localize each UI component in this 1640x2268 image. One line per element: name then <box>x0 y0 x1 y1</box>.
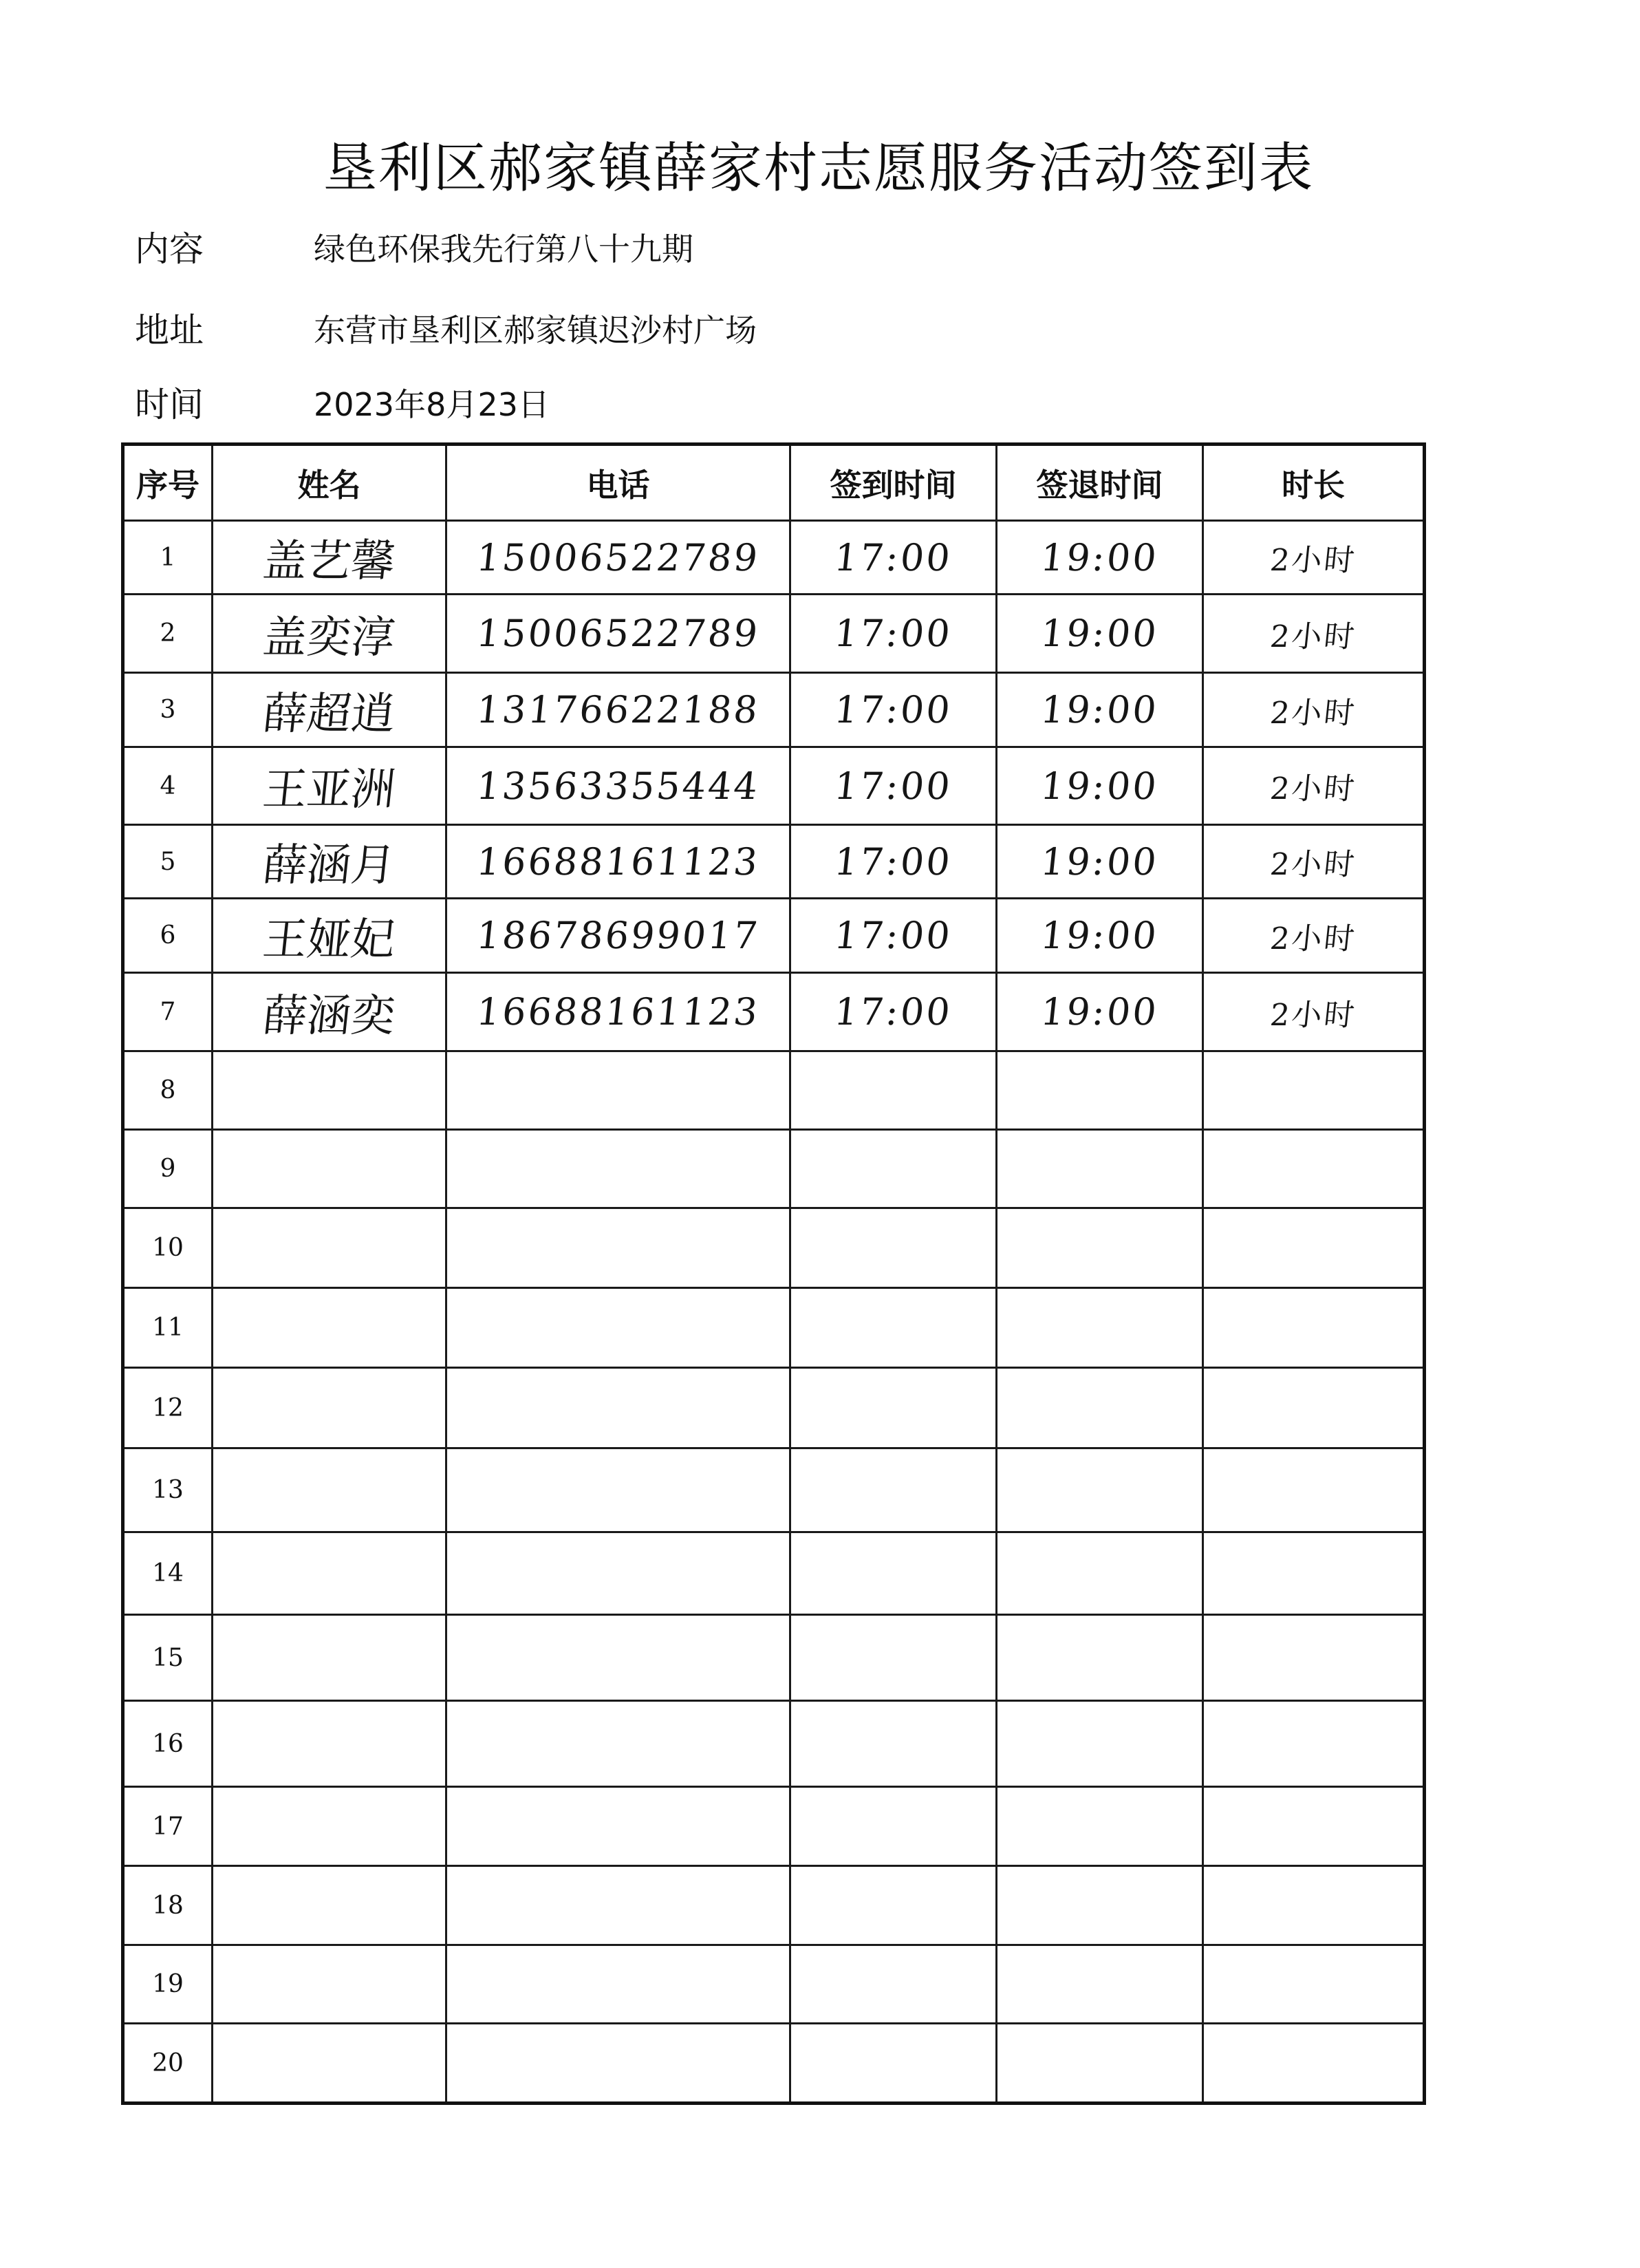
handwritten-name: 王亚洲 <box>259 764 398 815</box>
cell-name <box>213 1288 446 1368</box>
cell-duration <box>1203 1787 1425 1866</box>
meta-row-date <box>135 377 1373 432</box>
cell-checkout <box>997 521 1203 595</box>
cell-checkin <box>790 1130 997 1208</box>
cell-name <box>213 1945 446 2024</box>
cell-checkin <box>790 673 997 747</box>
cell-name <box>213 1615 446 1701</box>
cell-duration <box>1203 1368 1425 1448</box>
handwritten-phone: 13176622188 <box>474 688 762 731</box>
cell-phone <box>446 1615 790 1701</box>
cell-duration <box>1203 899 1425 973</box>
cell-checkout <box>997 673 1203 747</box>
cell-name <box>213 2024 446 2104</box>
cell-checkin <box>790 1866 997 1945</box>
cell-name <box>213 973 446 1051</box>
cell-name <box>213 595 446 673</box>
cell-duration <box>1203 1288 1425 1368</box>
table-row <box>123 521 1425 595</box>
table-row <box>123 973 1425 1051</box>
cell-checkin <box>790 899 997 973</box>
cell-seq: 19 <box>123 1945 213 2024</box>
cell-checkin <box>790 1368 997 1448</box>
handwritten-checkin: 17:00 <box>832 990 955 1034</box>
handwritten-name: 王娅妃 <box>259 914 398 965</box>
cell-checkin <box>790 1208 997 1288</box>
table-row <box>123 747 1425 825</box>
cell-checkout <box>997 973 1203 1051</box>
column-header-duration: 时长 <box>1203 445 1425 521</box>
meta-row-content <box>135 222 1373 277</box>
meta-value: 东营市垦利区郝家镇迟沙村广场 <box>314 312 757 349</box>
cell-checkout <box>997 1532 1203 1615</box>
cell-seq: 4 <box>123 747 213 825</box>
meta-label: 内容 <box>135 229 204 269</box>
cell-seq: 9 <box>123 1130 213 1208</box>
cell-checkin <box>790 1448 997 1532</box>
table-row <box>123 1532 1425 1615</box>
handwritten-duration: 2小时 <box>1268 921 1358 956</box>
cell-seq: 13 <box>123 1448 213 1532</box>
cell-phone <box>446 2024 790 2104</box>
cell-duration <box>1203 673 1425 747</box>
cell-name <box>213 673 446 747</box>
cell-checkin <box>790 1701 997 1787</box>
cell-phone <box>446 595 790 673</box>
cell-seq: 1 <box>123 521 213 595</box>
handwritten-checkout: 19:00 <box>1038 914 1161 957</box>
cell-seq: 16 <box>123 1701 213 1787</box>
handwritten-duration: 2小时 <box>1268 619 1358 654</box>
cell-checkout <box>997 1787 1203 1866</box>
cell-seq: 2 <box>123 595 213 673</box>
cell-name <box>213 1532 446 1615</box>
cell-phone <box>446 1051 790 1130</box>
handwritten-checkout: 19:00 <box>1038 612 1161 655</box>
table-row <box>123 2024 1425 2104</box>
cell-checkout <box>997 1208 1203 1288</box>
cell-seq: 3 <box>123 673 213 747</box>
cell-name <box>213 747 446 825</box>
cell-name <box>213 1368 446 1448</box>
cell-phone <box>446 1368 790 1448</box>
cell-checkout <box>997 1288 1203 1368</box>
cell-checkin <box>790 1051 997 1130</box>
cell-checkin <box>790 825 997 899</box>
handwritten-checkin: 17:00 <box>832 535 955 579</box>
cell-phone <box>446 1532 790 1615</box>
handwritten-phone: 16688161123 <box>474 990 762 1034</box>
column-header-checkin: 签到时间 <box>790 445 997 521</box>
table-row <box>123 825 1425 899</box>
cell-checkout <box>997 1945 1203 2024</box>
cell-duration <box>1203 973 1425 1051</box>
cell-duration <box>1203 595 1425 673</box>
cell-checkout <box>997 1615 1203 1701</box>
cell-phone <box>446 1288 790 1368</box>
handwritten-checkout: 19:00 <box>1038 839 1161 884</box>
table-row <box>123 1945 1425 2024</box>
cell-checkin <box>790 1615 997 1701</box>
cell-phone <box>446 1208 790 1288</box>
handwritten-checkin: 17:00 <box>832 764 955 808</box>
cell-seq: 5 <box>123 825 213 899</box>
cell-seq: 8 <box>123 1051 213 1130</box>
cell-duration <box>1203 747 1425 825</box>
cell-name <box>213 899 446 973</box>
table-row <box>123 1615 1425 1701</box>
cell-checkout <box>997 2024 1203 2104</box>
cell-seq: 7 <box>123 973 213 1051</box>
table-row <box>123 1051 1425 1130</box>
column-header-phone: 电话 <box>446 445 790 521</box>
cell-name <box>213 1701 446 1787</box>
cell-seq: 18 <box>123 1866 213 1945</box>
handwritten-checkout: 19:00 <box>1038 535 1161 579</box>
handwritten-duration: 2小时 <box>1268 997 1358 1033</box>
cell-checkout <box>997 595 1203 673</box>
meta-label: 地址 <box>135 310 204 350</box>
cell-checkin <box>790 1787 997 1866</box>
table-body <box>123 521 1425 2104</box>
meta-value: 绿色环保我先行第八十九期 <box>314 231 693 268</box>
handwritten-duration: 2小时 <box>1268 847 1358 882</box>
cell-checkout <box>997 1701 1203 1787</box>
cell-duration <box>1203 2024 1425 2104</box>
cell-name <box>213 825 446 899</box>
table-row <box>123 899 1425 973</box>
handwritten-checkin: 17:00 <box>832 914 955 957</box>
cell-checkin <box>790 2024 997 2104</box>
meta-value: 2023年8月23日 <box>314 386 550 423</box>
cell-checkin <box>790 973 997 1051</box>
cell-seq: 14 <box>123 1532 213 1615</box>
page-title: 垦利区郝家镇薛家村志愿服务活动签到表 <box>323 138 1315 200</box>
cell-seq: 10 <box>123 1208 213 1288</box>
cell-duration <box>1203 521 1425 595</box>
cell-name <box>213 1787 446 1866</box>
handwritten-duration: 2小时 <box>1268 695 1358 731</box>
cell-phone <box>446 899 790 973</box>
cell-duration <box>1203 1615 1425 1701</box>
table-row <box>123 1787 1425 1866</box>
handwritten-checkout: 19:00 <box>1038 764 1161 808</box>
cell-phone <box>446 1866 790 1945</box>
handwritten-name: 薛超逍 <box>259 688 398 740</box>
table-row <box>123 1368 1425 1448</box>
cell-phone <box>446 1701 790 1787</box>
cell-duration <box>1203 1130 1425 1208</box>
handwritten-phone: 13563355444 <box>474 764 762 808</box>
cell-checkin <box>790 1945 997 2024</box>
handwritten-phone: 15006522789 <box>474 612 762 655</box>
cell-seq: 12 <box>123 1368 213 1448</box>
cell-phone <box>446 1787 790 1866</box>
cell-name <box>213 1448 446 1532</box>
cell-phone <box>446 673 790 747</box>
cell-checkin <box>790 747 997 825</box>
table-row <box>123 595 1425 673</box>
cell-name <box>213 1208 446 1288</box>
table-row <box>123 1448 1425 1532</box>
column-header-seq: 序号 <box>123 445 213 521</box>
cell-checkout <box>997 747 1203 825</box>
cell-checkin <box>790 1288 997 1368</box>
cell-phone <box>446 747 790 825</box>
cell-checkout <box>997 1866 1203 1945</box>
handwritten-checkin: 17:00 <box>832 612 955 655</box>
cell-checkout <box>997 1130 1203 1208</box>
cell-name <box>213 1051 446 1130</box>
cell-checkin <box>790 595 997 673</box>
handwritten-checkin: 17:00 <box>832 839 955 884</box>
cell-phone <box>446 1130 790 1208</box>
cell-checkout <box>997 1051 1203 1130</box>
handwritten-name: 薛涵奕 <box>259 990 398 1042</box>
table-row <box>123 673 1425 747</box>
cell-duration <box>1203 1532 1425 1615</box>
cell-seq: 20 <box>123 2024 213 2104</box>
meta-row-address <box>135 303 1373 358</box>
cell-checkout <box>997 825 1203 899</box>
cell-phone <box>446 1448 790 1532</box>
column-header-name: 姓名 <box>213 445 446 521</box>
cell-checkin <box>790 521 997 595</box>
cell-duration <box>1203 1208 1425 1288</box>
cell-phone <box>446 521 790 595</box>
column-header-checkout: 签退时间 <box>997 445 1203 521</box>
cell-phone <box>446 973 790 1051</box>
cell-checkout <box>997 1368 1203 1448</box>
cell-duration <box>1203 1701 1425 1787</box>
cell-checkout <box>997 1448 1203 1532</box>
table-header-row <box>123 445 1425 521</box>
handwritten-phone: 15006522789 <box>474 535 762 579</box>
cell-name <box>213 521 446 595</box>
table-row <box>123 1130 1425 1208</box>
handwritten-name: 薛涵月 <box>259 840 398 891</box>
handwritten-checkout: 19:00 <box>1038 990 1161 1034</box>
handwritten-duration: 2小时 <box>1268 543 1358 578</box>
cell-duration <box>1203 1051 1425 1130</box>
cell-duration <box>1203 1945 1425 2024</box>
cell-duration <box>1203 1448 1425 1532</box>
handwritten-checkin: 17:00 <box>832 688 955 731</box>
table-row <box>123 1288 1425 1368</box>
cell-phone <box>446 1945 790 2024</box>
handwritten-name: 盖奕淳 <box>259 612 398 663</box>
cell-seq: 11 <box>123 1288 213 1368</box>
handwritten-name: 盖艺馨 <box>259 536 398 587</box>
handwritten-duration: 2小时 <box>1268 771 1358 806</box>
cell-duration <box>1203 825 1425 899</box>
cell-checkout <box>997 899 1203 973</box>
table-row <box>123 1208 1425 1288</box>
meta-label: 时间 <box>135 385 204 425</box>
sign-in-table <box>121 442 1426 2105</box>
cell-duration <box>1203 1866 1425 1945</box>
cell-seq: 15 <box>123 1615 213 1701</box>
handwritten-phone: 16688161123 <box>474 839 762 884</box>
cell-name <box>213 1866 446 1945</box>
table-row <box>123 1701 1425 1787</box>
table-row <box>123 1866 1425 1945</box>
cell-seq: 6 <box>123 899 213 973</box>
handwritten-checkout: 19:00 <box>1038 688 1161 731</box>
cell-phone <box>446 825 790 899</box>
handwritten-phone: 18678699017 <box>474 914 762 957</box>
cell-name <box>213 1130 446 1208</box>
cell-checkin <box>790 1532 997 1615</box>
cell-seq: 17 <box>123 1787 213 1866</box>
